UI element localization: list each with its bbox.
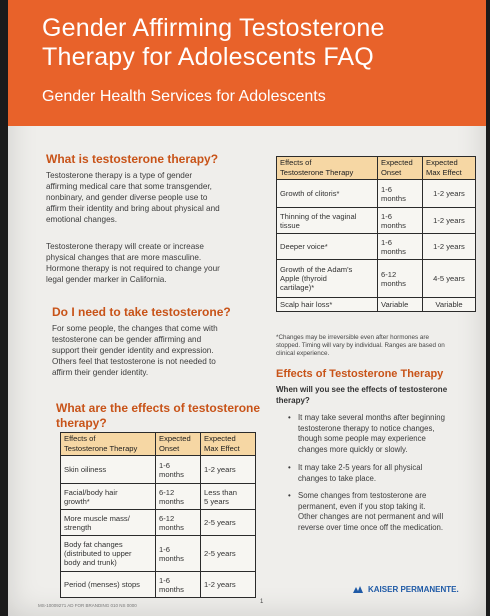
effects-table-left xyxy=(60,432,256,598)
table-row xyxy=(61,484,256,510)
effects-table-right xyxy=(276,156,476,312)
cell-effect: Skin oiliness xyxy=(61,456,156,484)
text-line: For some people, the changes that come with xyxy=(52,324,218,333)
cell-effect: Growth of clitoris* xyxy=(277,180,378,208)
table-row xyxy=(277,208,476,234)
cell-max: 1-2 years xyxy=(423,234,476,260)
col-header-effects: Effects of Testosterone Therapy xyxy=(277,157,378,180)
heading-what-is: What is testosterone therapy? xyxy=(46,152,219,166)
cell-onset: 6-12 months xyxy=(156,510,201,536)
text-line: emotional changes. xyxy=(46,215,118,224)
table-row xyxy=(277,180,476,208)
bullet-dot-icon: • xyxy=(288,463,291,472)
table-row xyxy=(277,260,476,298)
heading-do-i-need: Do I need to take testosterone? xyxy=(52,305,231,319)
cell-onset: 1-6 months xyxy=(378,234,423,260)
document-subtitle: Gender Health Services for Adolescents xyxy=(42,88,326,105)
text-line: changes to take place. xyxy=(298,473,377,483)
text-line: Other changes are not permanent and will xyxy=(298,512,444,521)
text-line: though some people may experience xyxy=(298,434,426,443)
cell-effect: Growth of the Adam's Apple (thyroid cartilage)* xyxy=(277,260,378,298)
text-line: testosterone can be gender affirming and xyxy=(52,335,202,344)
cell-max: 1-2 years xyxy=(423,180,476,208)
table-row xyxy=(61,536,256,572)
cell-max: 1-2 years xyxy=(423,208,476,234)
title-line-1: Gender Affirming Testosterone xyxy=(42,14,385,42)
text-line: changes more quickly or slowly. xyxy=(298,444,408,454)
cell-max: 1-2 years xyxy=(201,572,256,598)
text-line: permanent, even if you stop taking it. xyxy=(298,501,426,511)
footnote-line: *Changes may be irreversible even after hormones are xyxy=(276,334,429,341)
cell-onset: Variable xyxy=(378,298,423,312)
para-do-i-need xyxy=(52,323,276,378)
cell-max: Variable xyxy=(423,298,476,312)
bullet-item xyxy=(288,491,476,533)
table-header-row xyxy=(277,157,476,180)
cell-onset: 1-6 months xyxy=(156,572,201,598)
text-line: Testosterone therapy will create or increase xyxy=(46,242,204,251)
table-header-row xyxy=(61,433,256,456)
bullet-item xyxy=(288,463,476,484)
para-what-is-2 xyxy=(46,241,276,285)
cell-max: 4-5 years xyxy=(423,260,476,298)
table-footnote xyxy=(276,334,476,358)
col-header-max: Expected Max Effect xyxy=(201,433,256,456)
text-line: support their gender identity and expression. xyxy=(52,346,214,355)
text-line: It may take several months after beginning xyxy=(298,413,445,422)
footnote-line: clinical experience. xyxy=(276,350,330,357)
text-line: It may take 2-5 years for all physical xyxy=(298,463,423,472)
text-line: Testosterone therapy is a type of gender xyxy=(46,171,193,180)
cell-max: Less than 5 years xyxy=(201,484,256,510)
document-title xyxy=(42,14,385,72)
page-number: 1 xyxy=(260,599,264,605)
cell-onset: 1-6 months xyxy=(156,456,201,484)
heading-effects-question xyxy=(56,401,260,431)
cell-effect: Period (menses) stops xyxy=(61,572,156,598)
cell-max: 1-2 years xyxy=(201,456,256,484)
cell-effect: Scalp hair loss* xyxy=(277,298,378,312)
text-line: nonbinary, and gender diverse people use to xyxy=(46,193,208,202)
cell-effect: Thinning of the vaginal tissue xyxy=(277,208,378,234)
table-row xyxy=(277,298,476,312)
para-what-is-1 xyxy=(46,170,276,225)
text-line: Others feel that testosterone is not needed to xyxy=(52,357,216,366)
heading-line: What are the effects of testosterone xyxy=(56,401,261,415)
text-line: reverse over time once off the medication. xyxy=(298,522,444,532)
cell-onset: 1-6 months xyxy=(156,536,201,572)
table-row xyxy=(61,456,256,484)
title-line-2: Therapy for Adolescents FAQ xyxy=(42,43,374,71)
footnote-line: stopped. Timing will vary by individual. Ranges are based on xyxy=(276,342,445,349)
subheading-line: When will you see the effects of testosterone xyxy=(276,385,448,394)
col-header-onset: Expected Onset xyxy=(378,157,423,180)
text-line: Some changes from testosterone are xyxy=(298,491,427,500)
table-row xyxy=(61,572,256,598)
text-line: physical changes that are more masculine. xyxy=(46,253,202,262)
table-row xyxy=(61,510,256,536)
bullet-item xyxy=(288,413,476,455)
cell-onset: 1-6 months xyxy=(378,180,423,208)
kaiser-logo-icon xyxy=(352,584,364,594)
text-line: legal gender marker in California. xyxy=(46,275,167,284)
subheading-line: therapy? xyxy=(276,396,310,405)
cell-effect: Body fat changes (distributed to upper body and trunk) xyxy=(61,536,156,572)
title-band xyxy=(8,0,486,126)
text-line: Hormone therapy is not required to change your xyxy=(46,264,220,273)
cell-onset: 1-6 months xyxy=(378,208,423,234)
cell-effect: Deeper voice* xyxy=(277,234,378,260)
text-line: affirm their gender identity. xyxy=(52,368,149,377)
bullet-dot-icon: • xyxy=(288,413,291,422)
cell-effect: Facial/body hair growth* xyxy=(61,484,156,510)
table-row xyxy=(277,234,476,260)
col-header-effects: Effects of Testosterone Therapy xyxy=(61,433,156,456)
col-header-max: Expected Max Effect xyxy=(423,157,476,180)
cell-onset: 6-12 months xyxy=(378,260,423,298)
cell-max: 2-5 years xyxy=(201,510,256,536)
heading-effects: Effects of Testosterone Therapy xyxy=(276,368,444,380)
bullet-dot-icon: • xyxy=(288,491,291,500)
text-line: testosterone therapy to notice changes, xyxy=(298,423,435,433)
kaiser-logo xyxy=(352,584,459,594)
text-line: affirm their identity and bring about physical and xyxy=(46,204,220,213)
cell-onset: 6-12 months xyxy=(156,484,201,510)
heading-line: therapy? xyxy=(56,416,107,430)
col-header-onset: Expected Onset xyxy=(156,433,201,456)
subheading-when xyxy=(276,384,447,406)
document-page xyxy=(8,0,486,616)
cell-effect: More muscle mass/ strength xyxy=(61,510,156,536)
text-line: affirming medical care that some transgender, xyxy=(46,182,212,191)
footer-code: MS-10009271 AD FOR BRANDING 010 NS 0000 xyxy=(38,603,137,608)
cell-max: 2-5 years xyxy=(201,536,256,572)
logo-text: KAISER PERMANENTE. xyxy=(368,585,459,594)
